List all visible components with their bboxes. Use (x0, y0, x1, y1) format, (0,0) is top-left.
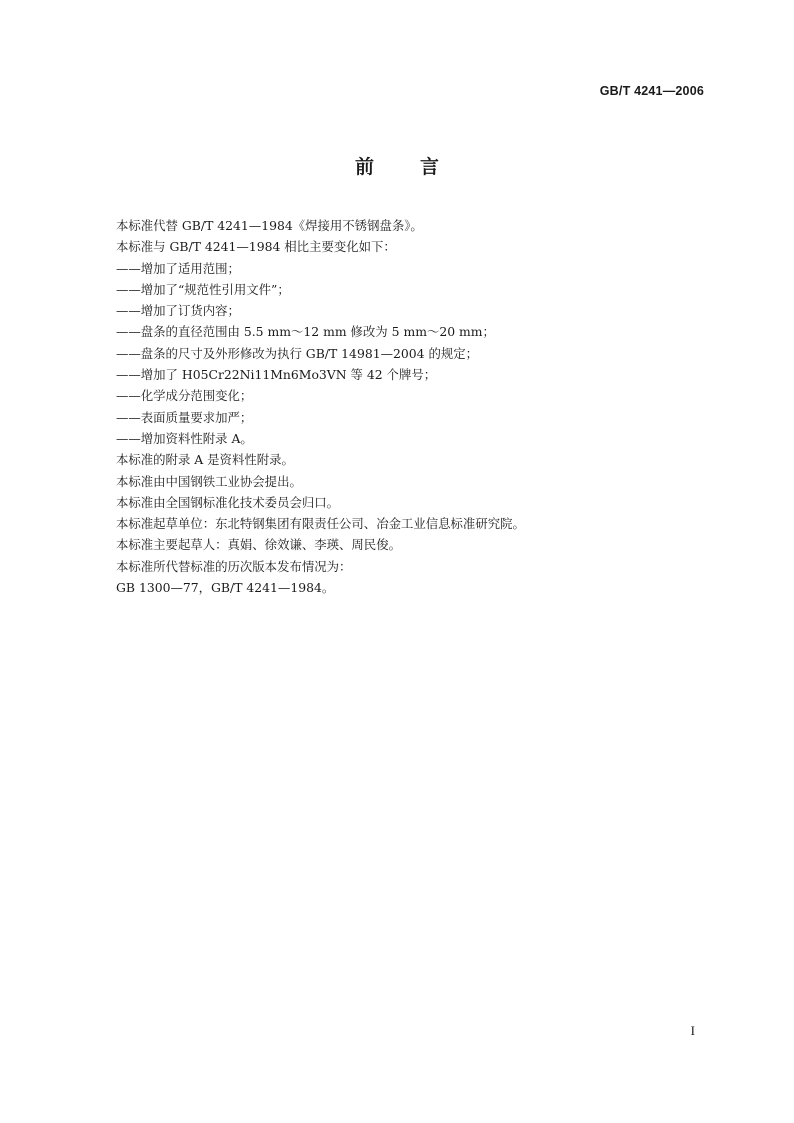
change-item: ——增加了订货内容； (116, 303, 240, 319)
foreword-line: GB 1300—77，GB/T 4241—1984。 (116, 580, 335, 596)
change-item: ——增加了 H05Cr22Ni11Mn6Mo3VN 等 42 个牌号； (116, 367, 437, 383)
change-item: ——表面质量要求加严； (116, 409, 253, 425)
foreword-line: 本标准起草单位：东北特钢集团有限责任公司、冶金工业信息标准研究院。 (116, 516, 525, 532)
foreword-line: 本标准所代替标准的历次版本发布情况为： (116, 558, 352, 574)
change-item: ——增加资料性附录 A。 (116, 430, 253, 446)
change-item: ——盘条的尺寸及外形修改为执行 GB/T 14981—2004 的规定； (116, 345, 479, 361)
foreword-line: 本标准由中国钢铁工业协会提出。 (116, 473, 302, 489)
standard-number: GB/T 4241—2006 (599, 84, 704, 98)
change-item: ——盘条的直径范围由 5.5 mm～12 mm 修改为 5 mm～20 mm； (116, 324, 495, 340)
foreword-line: 本标准主要起草人：真娟、徐效谦、李瑛、周民俊。 (116, 537, 401, 553)
foreword-line: 本标准代替 GB/T 4241—1984《焊接用不锈钢盘条》。 (116, 218, 423, 233)
page-title-char-1: 前 (354, 156, 374, 178)
page-title (0, 152, 794, 179)
change-item: ——增加了“规范性引用文件”； (116, 281, 290, 297)
foreword-line: 本标准与 GB/T 4241—1984 相比主要变化如下： (116, 239, 396, 255)
page-number: I (690, 1023, 695, 1038)
change-item: ——增加了适用范围； (116, 260, 240, 276)
foreword-line: 本标准由全国钢标准化技术委员会归口。 (116, 494, 340, 510)
change-item: ——化学成分范围变化； (116, 388, 253, 404)
foreword-body (116, 215, 706, 598)
page-title-char-2: 言 (420, 156, 440, 178)
foreword-line: 本标准的附录 A 是资料性附录。 (116, 452, 294, 468)
